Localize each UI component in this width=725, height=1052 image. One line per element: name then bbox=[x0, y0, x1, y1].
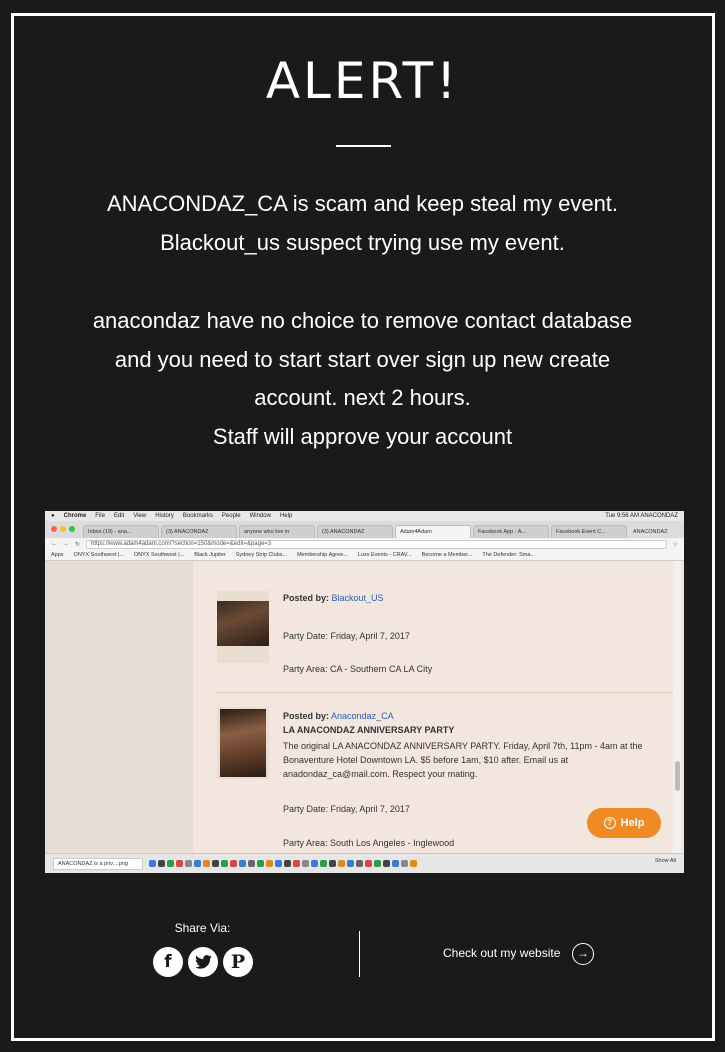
reload-icon: ↻ bbox=[75, 541, 81, 548]
question-icon: ? bbox=[604, 817, 616, 829]
menu-status: Tue 9:56 AM ANACONDAZ bbox=[605, 513, 678, 519]
browser-tab-active: Adam4Adam bbox=[395, 525, 471, 538]
show-all-downloads: Show All bbox=[654, 858, 676, 864]
posted-by-label: Posted by: bbox=[283, 711, 330, 721]
twitter-bird-icon bbox=[195, 955, 212, 969]
title-divider bbox=[336, 145, 391, 147]
bookmark-item: Black Jupiter bbox=[194, 552, 226, 558]
event-description: The original LA ANACONDAZ ANNIVERSARY PARTY. Friday, April 7th, 11pm - 4am at the Bonaventure Hotel Downtown LA. $5 before 1am, $10 after. Email us at anadondaz_ca@mail.com. Respect your mating. bbox=[283, 741, 643, 779]
menu-item: View bbox=[133, 513, 147, 519]
tab-profile: ANACONDAZ bbox=[633, 529, 668, 535]
post-thumbnail bbox=[217, 591, 269, 663]
pinterest-icon[interactable]: P bbox=[223, 947, 253, 977]
help-button bbox=[587, 808, 661, 838]
menu-item: Edit bbox=[113, 513, 125, 519]
address-bar bbox=[45, 538, 684, 550]
window-controls bbox=[51, 526, 75, 532]
mac-menu-bar bbox=[45, 511, 684, 521]
bookmark-item: Apps bbox=[51, 552, 64, 558]
footer-divider bbox=[359, 931, 360, 977]
post-author bbox=[283, 593, 384, 603]
party-date: Party Date: Friday, April 7, 2017 bbox=[283, 631, 410, 641]
menu-item: Help bbox=[279, 513, 293, 519]
menu-item: File bbox=[95, 513, 105, 519]
help-label: Help bbox=[620, 817, 645, 829]
message-line: Staff will approve your account bbox=[212, 423, 513, 449]
party-area: Party Area: CA - Southern CA LA City bbox=[283, 664, 433, 674]
maximize-dot-icon bbox=[69, 526, 75, 532]
message-line: account. next 2 hours. bbox=[254, 385, 471, 410]
dock-icons bbox=[149, 860, 417, 867]
website-link[interactable]: Check out my website bbox=[443, 946, 561, 960]
web-page bbox=[45, 561, 684, 853]
download-file: ANACONDAZ is a priv....png bbox=[53, 858, 143, 870]
star-icon: ☆ bbox=[672, 541, 678, 548]
share-label: Share Via: bbox=[174, 921, 231, 935]
browser-tab: anyone who live in bbox=[239, 525, 315, 538]
menu-item: History bbox=[155, 513, 174, 519]
bookmark-item: Luxx Events - CRAV... bbox=[357, 552, 412, 558]
menu-item: People bbox=[221, 513, 241, 519]
message-line: Blackout_us suspect trying use my event. bbox=[160, 229, 565, 255]
browser-tab: Inbox (19) - ana... bbox=[83, 525, 159, 538]
bookmark-item: Become a Member... bbox=[421, 552, 473, 558]
browser-tab: Facebook Event C... bbox=[551, 525, 627, 538]
twitter-icon[interactable] bbox=[188, 947, 218, 977]
apple-icon: ● bbox=[51, 513, 55, 519]
downloads-bar bbox=[45, 853, 684, 873]
page-scrollbar bbox=[673, 561, 681, 853]
alert-message-2 bbox=[20, 302, 705, 456]
message-line: anacondaz have no choice to remove contact database bbox=[92, 308, 633, 333]
post-thumbnail bbox=[217, 707, 269, 779]
forward-icon: → bbox=[63, 541, 69, 547]
bookmark-item: Membership Agree... bbox=[297, 552, 348, 558]
url-field: https://www.adam4adam.com/?section=150&mode=&edit=&page=3 bbox=[86, 540, 667, 549]
posted-by-label: Posted by: bbox=[283, 593, 330, 603]
message-line: and you need to start start over sign up new create bbox=[114, 346, 611, 372]
bookmark-item: ONYX Southwest |... bbox=[133, 552, 185, 558]
menu-item: Bookmarks bbox=[182, 513, 213, 519]
menu-item: Chrome bbox=[63, 513, 87, 519]
close-dot-icon bbox=[51, 526, 57, 532]
author-link: Blackout_US bbox=[331, 593, 384, 603]
profile-photo bbox=[217, 601, 269, 646]
profile-photo bbox=[220, 709, 266, 777]
page-sidebar bbox=[45, 561, 193, 853]
alert-title: ALERT! bbox=[265, 52, 460, 110]
browser-tabs bbox=[45, 521, 684, 538]
browser-tab: Facebook App - A... bbox=[473, 525, 549, 538]
party-date: Party Date: Friday, April 7, 2017 bbox=[283, 804, 410, 814]
alert-message-1 bbox=[20, 185, 705, 262]
event-headline: LA ANACONDAZ ANNIVERSARY PARTY bbox=[283, 725, 455, 735]
message-line: ANACONDAZ_CA is scam and keep steal my event. bbox=[106, 191, 619, 216]
post-author bbox=[283, 711, 394, 721]
bookmarks-bar bbox=[45, 550, 684, 561]
post-separator bbox=[215, 692, 675, 693]
menu-item: Window bbox=[249, 513, 271, 519]
arrow-right-icon[interactable]: → bbox=[572, 943, 594, 965]
facebook-icon[interactable]: f bbox=[153, 947, 183, 977]
party-area: Party Area: South Los Angeles - Inglewood bbox=[283, 838, 455, 848]
author-link: Anacondaz_CA bbox=[331, 711, 394, 721]
browser-tab: (3) ANACONDAZ bbox=[317, 525, 393, 538]
bookmark-item: ONYX Southwest |... bbox=[73, 552, 124, 558]
scrollbar-thumb bbox=[675, 761, 680, 791]
evidence-screenshot bbox=[45, 511, 684, 873]
back-icon: ← bbox=[51, 541, 57, 547]
browser-tab: (3) ANACONDAZ bbox=[161, 525, 237, 538]
bookmark-item: The Defender: Sma... bbox=[482, 552, 535, 558]
bookmark-item: Sydney Strip Clubs... bbox=[235, 552, 288, 558]
minimize-dot-icon bbox=[60, 526, 66, 532]
